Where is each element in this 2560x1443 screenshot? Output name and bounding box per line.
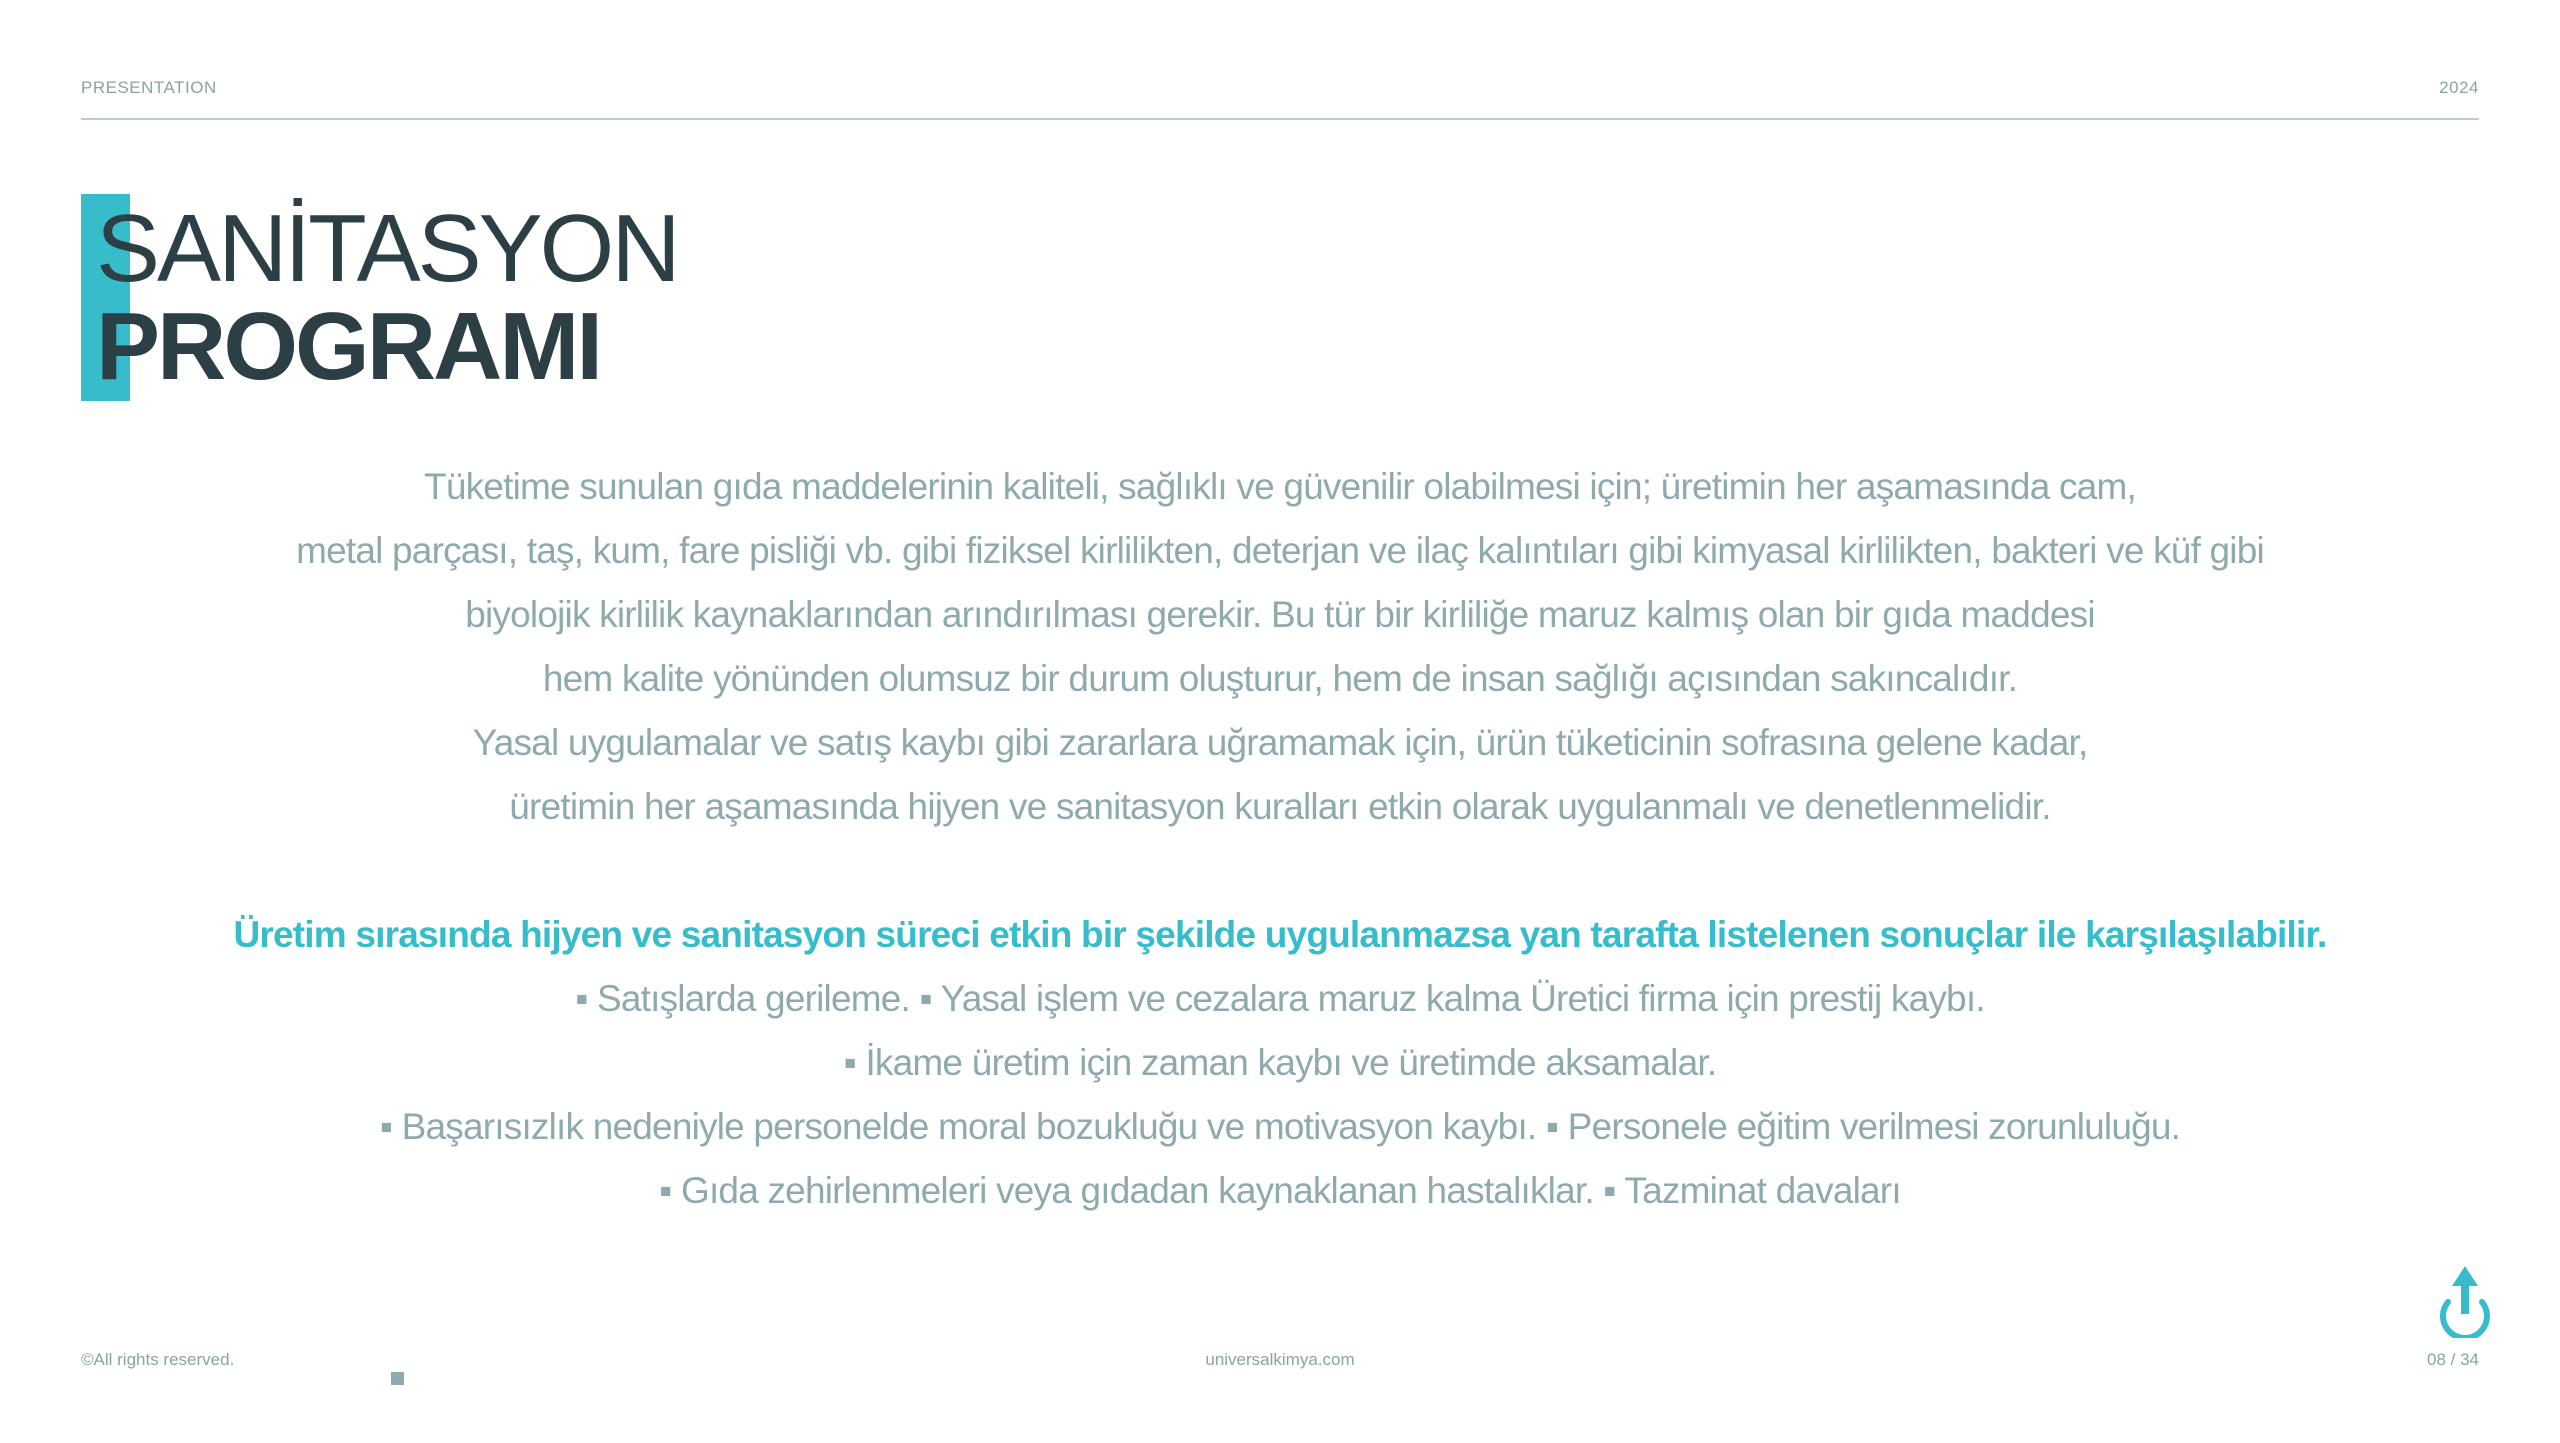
title-line-2: PROGRAMI [96,293,600,400]
presentation-label: PRESENTATION [81,78,217,97]
page-number: 08 / 34 [2427,1350,2479,1369]
upload-arrow-icon[interactable] [2436,1262,2494,1338]
bullet-line: ▪ Satışlarda gerileme. ▪ Yasal işlem ve cezalara maruz kalma Üretici firma için prestij kaybı. [575,978,1985,1019]
website-link[interactable]: universalkimya.com [1205,1350,1355,1369]
paragraph-line: Yasal uygulamalar ve satış kaybı gibi zararlara uğramamak için, ürün tüketicinin sofrasına gelene kadar, [472,722,2088,763]
bullet-square-marker [391,1372,404,1385]
paragraph-line: biyolojik kirlilik kaynaklarından arındırılması gerekir. Bu tür bir kirliliğe maruz kalmış olan bir gıda maddesi [465,594,2095,635]
paragraph-line: hem kalite yönünden olumsuz bir durum oluşturur, hem de insan sağlığı açısından sakıncalıdır. [542,658,2018,699]
title-line-1: SANİTASYON [96,195,678,302]
spacer [120,839,2440,903]
body-content [120,455,2440,1223]
highlight-statement: Üretim sırasında hijyen ve sanitasyon süreci etkin bir şekilde uygulanmazsa yan tarafta listelenen sonuçlar ile karşılaşılabilir. [233,914,2327,955]
header-divider [81,118,2479,120]
bullet-line: ▪ İkame üretim için zaman kaybı ve üretimde aksamalar. [843,1042,1717,1083]
bullet-line: ▪ Gıda zehirlenmeleri veya gıdadan kaynaklanan hastalıklar. ▪ Tazminat davaları [659,1170,1901,1211]
copyright-text: ©All rights reserved. [81,1350,235,1369]
paragraph-line: Tüketime sunulan gıda maddelerinin kaliteli, sağlıklı ve güvenilir olabilmesi için; üretimin her aşamasında cam, [424,466,2136,507]
bullet-line: ▪ Başarısızlık nedeniyle personelde moral bozukluğu ve motivasyon kaybı. ▪ Personele eğitim verilmesi zorunluluğu. [379,1106,2181,1147]
paragraph-line: metal parçası, taş, kum, fare pisliği vb. gibi fiziksel kirlilikten, deterjan ve ilaç kalıntıları gibi kimyasal kirlilikten, bakteri ve küf gibi [296,530,2264,571]
slide-title [96,195,678,400]
year-label: 2024 [2439,78,2479,97]
paragraph-line: üretimin her aşamasında hijyen ve sanitasyon kuralları etkin olarak uygulanmalı ve denetlenmelidir. [509,786,2051,827]
